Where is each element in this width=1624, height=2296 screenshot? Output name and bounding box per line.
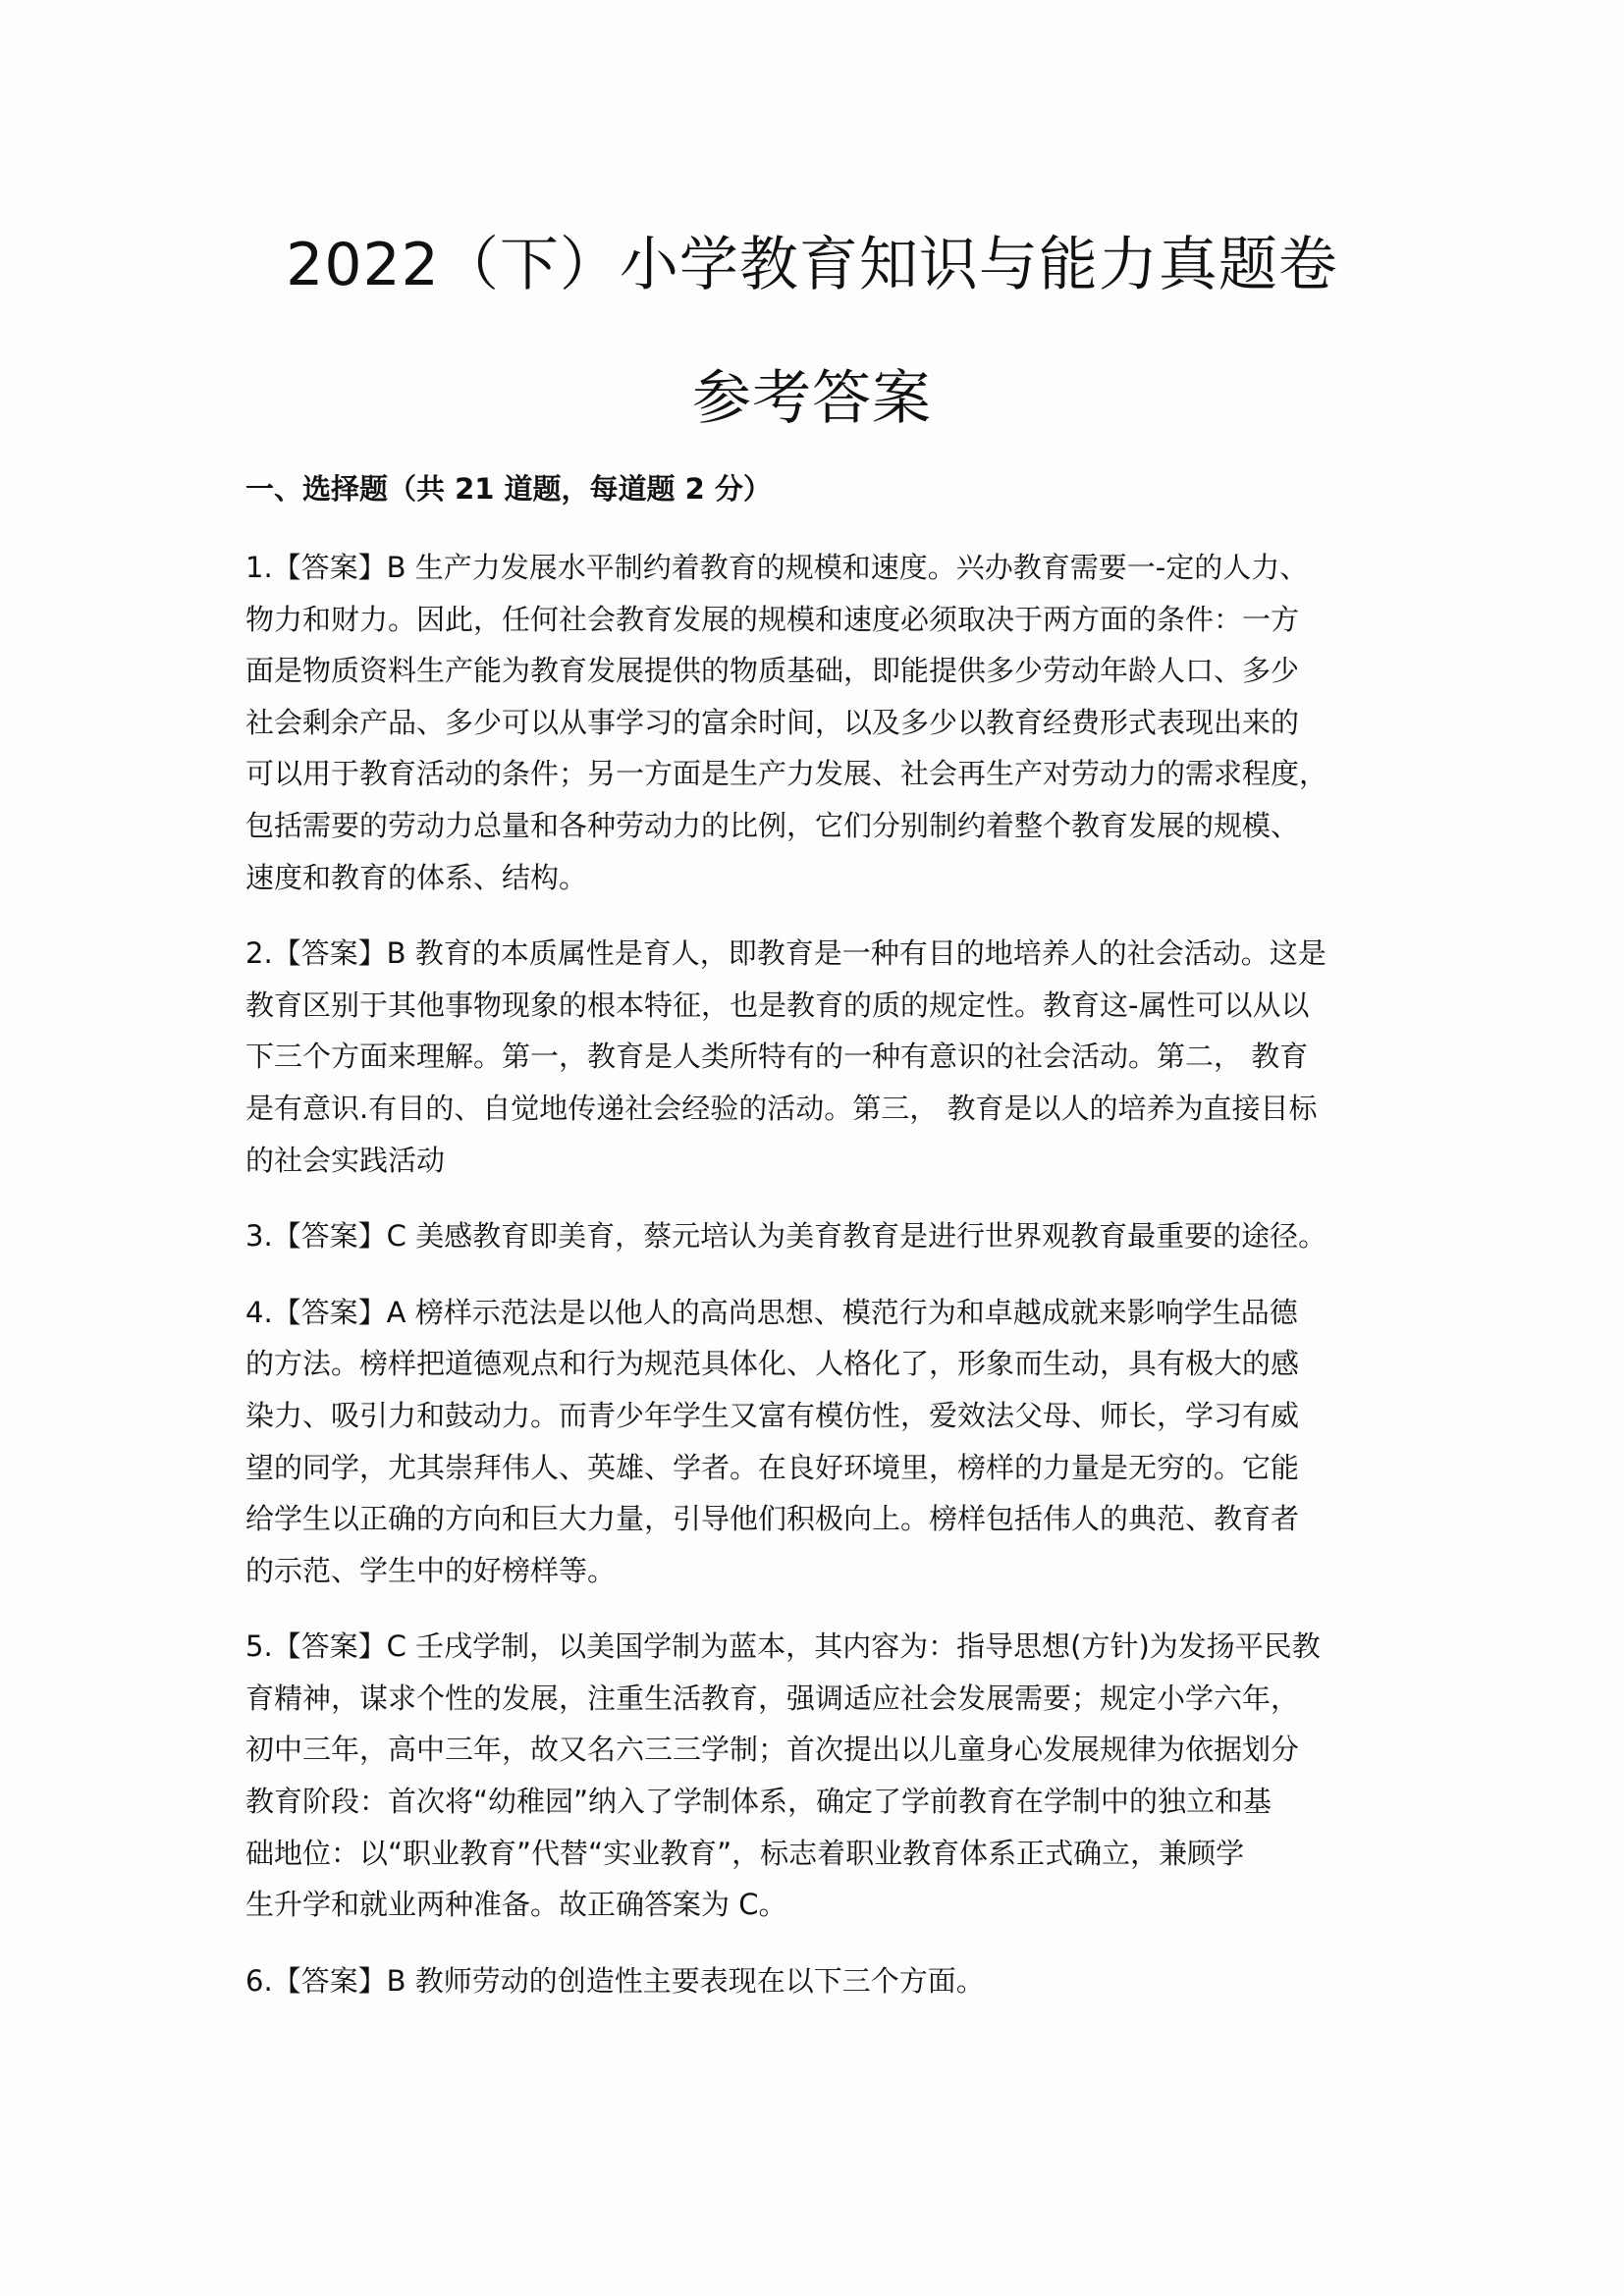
answer-1 [245, 542, 1404, 903]
answer-line: 的社会实践活动 [245, 1143, 446, 1177]
answer-line: 础地位：以“职业教育”代替“实业教育”，标志着职业教育体系正式确立，兼顾学 [245, 1836, 1245, 1870]
document-title: 2022（下）小学教育知识与能力真题卷 [286, 231, 1338, 299]
answer-2 [245, 928, 1404, 1186]
answer-line: 1.【答案】B 生产力发展水平制约着教育的规模和速度。兴办教育需要一-定的人力、 [245, 551, 1309, 584]
answer-line: 4.【答案】A 榜样示范法是以他人的高尚思想、模范行为和卓越成就来影响学生品德 [245, 1295, 1298, 1329]
answer-line: 的示范、学生中的好榜样等。 [245, 1553, 617, 1587]
answer-5 [245, 1621, 1404, 1931]
answer-line: 染力、吸引力和鼓动力。而青少年学生又富有模仿性，爱效法父母、师长，学习有威 [245, 1398, 1300, 1432]
answer-line: 教育阶段：首次将“幼稚园”纳入了学制体系，确定了学前教育在学制中的独立和基 [245, 1785, 1272, 1819]
answer-line: 速度和教育的体系、结构。 [245, 860, 588, 894]
section-heading: 一、选择题（共 21 道题，每道题 2 分） [245, 472, 772, 506]
answer-line: 教育区别于其他事物现象的根本特征，也是教育的质的规定性。教育这-属性可以从以 [245, 988, 1310, 1022]
answer-line: 6.【答案】B 教师劳动的创造性主要表现在以下三个方面。 [245, 1963, 985, 1998]
answer-line: 物力和财力。因此，任何社会教育发展的规模和速度必须取决于两方面的条件：一方 [245, 602, 1300, 636]
answer-line: 给学生以正确的方向和巨大力量，引导他们积极向上。榜样包括伟人的典范、教育者 [245, 1502, 1300, 1536]
answer-line: 育精神，谋求个性的发展，注重生活教育，强调适应社会发展需要；规定小学六年， [245, 1681, 1300, 1715]
answer-list [245, 542, 1404, 2031]
answer-line: 5.【答案】C 壬戌学制，以美国学制为蓝本，其内容为：指导思想(方针)为发扬平民教 [245, 1629, 1321, 1664]
answer-line: 可以用于教育活动的条件；另一方面是生产力发展、社会再生产对劳动力的需求程度， [245, 757, 1328, 791]
answer-line: 社会剩余产品、多少可以从事学习的富余时间，以及多少以教育经费形式表现出来的 [245, 705, 1300, 739]
answer-3 [245, 1210, 1404, 1262]
answer-line: 3.【答案】C 美感教育即美育，蔡元培认为美育教育是进行世界观教育最重要的途径。 [245, 1219, 1327, 1254]
answer-4 [245, 1287, 1404, 1597]
answer-6 [245, 1955, 1404, 2007]
answer-line: 初中三年，高中三年，故又名六三三学制；首次提出以儿童身心发展规律为依据划分 [245, 1733, 1300, 1767]
answer-line: 望的同学，尤其崇拜伟人、英雄、学者。在良好环境里，榜样的力量是无穷的。它能 [245, 1450, 1300, 1484]
answer-line: 2.【答案】B 教育的本质属性是育人，即教育是一种有目的地培养人的社会活动。这是 [245, 936, 1326, 971]
answer-line: 生升学和就业两种准备。故正确答案为 C。 [245, 1888, 787, 1922]
answer-line: 下三个方面来理解。第一，教育是人类所特有的一种有意识的社会活动。第二， 教育 [245, 1040, 1309, 1074]
answer-line: 的方法。榜样把道德观点和行为规范具体化、人格化了，形象而生动，具有极大的感 [245, 1347, 1300, 1381]
answer-line: 包括需要的劳动力总量和各种劳动力的比例，它们分别制约着整个教育发展的规模、 [245, 808, 1300, 842]
answer-line: 是有意识.有目的、自觉地传递社会经验的活动。第三， 教育是以人的培养为直接目标 [245, 1091, 1318, 1125]
answer-line: 面是物质资料生产能为教育发展提供的物质基础，即能提供多少劳动年龄人口、多少 [245, 654, 1300, 688]
document-subtitle: 参考答案 [692, 364, 932, 433]
